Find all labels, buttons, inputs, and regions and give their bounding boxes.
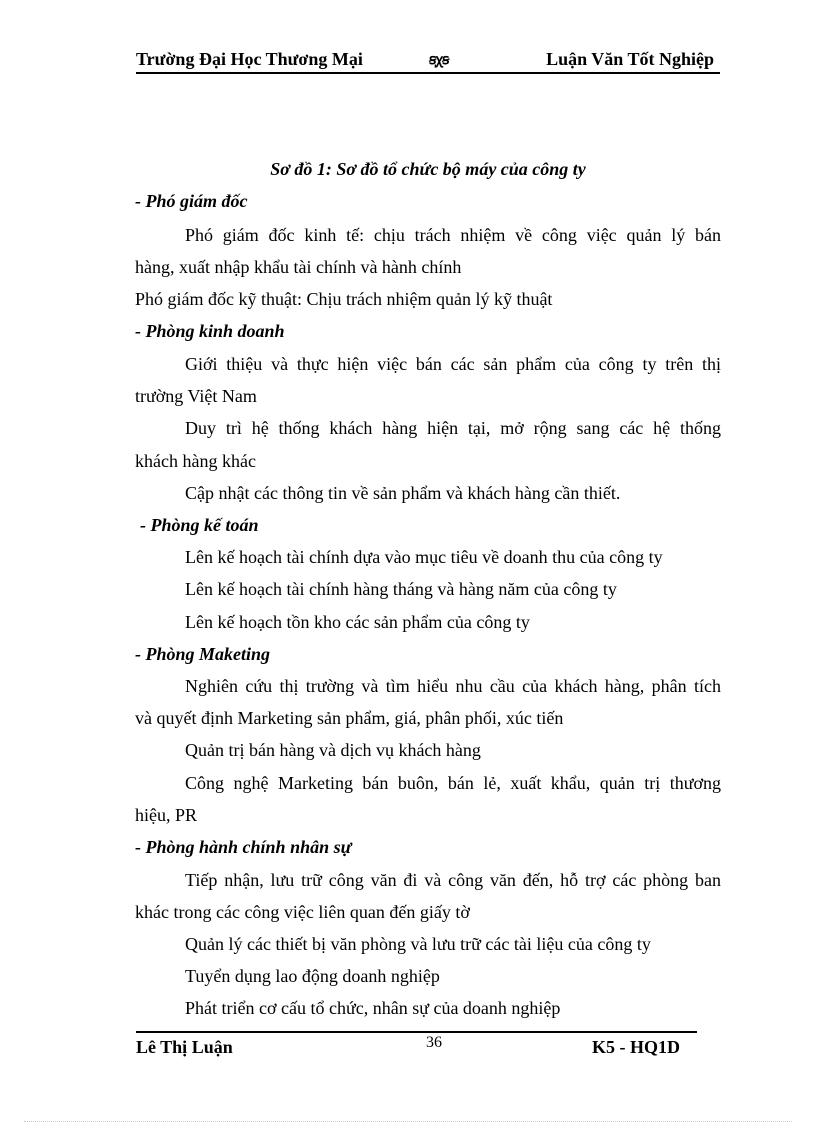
paragraph-line: Tiếp nhận, lưu trữ công văn đi và công văn đến, hỗ trợ các phòng ban: [185, 870, 721, 890]
header-school: Trường Đại Học Thương Mại: [136, 49, 363, 69]
section-heading-marketing: - Phòng Maketing: [135, 644, 271, 664]
paragraph-line: Quản lý các thiết bị văn phòng và lưu trữ các tài liệu của công ty: [185, 934, 651, 954]
paragraph-line: Lên kế hoạch tài chính dựa vào mục tiêu về doanh thu của công ty: [185, 547, 663, 567]
paragraph-line: Tuyển dụng lao động doanh nghiệp: [185, 966, 440, 986]
page-header: [136, 48, 720, 74]
header-thesis-label: Luận Văn Tốt Nghiệp: [546, 49, 714, 69]
diagram-title: Sơ đồ 1: Sơ đồ tổ chức bộ máy của công ty: [270, 159, 586, 179]
paragraph-line: Phó giám đốc kinh tế: chịu trách nhiệm về công việc quản lý bán: [185, 225, 721, 245]
paragraph-line: Phó giám đốc kỹ thuật: Chịu trách nhiệm quản lý kỹ thuật: [135, 289, 553, 309]
page-edge-dotted-line: [24, 1121, 792, 1122]
paragraph-line: Quản trị bán hàng và dịch vụ khách hàng: [185, 740, 481, 760]
header-ornament: ꞩꭕꞩ: [429, 53, 449, 68]
footer-class-code: K5 - HQ1D: [592, 1037, 680, 1057]
paragraph-line: khác trong các công việc liên quan đến giấy tờ: [135, 902, 470, 922]
paragraph-line: Lên kế hoạch tồn kho các sản phẩm của công ty: [185, 612, 530, 632]
paragraph-line: hàng, xuất nhập khẩu tài chính và hành chính: [135, 257, 462, 277]
section-heading-deputy-director: - Phó giám đốc: [135, 191, 248, 211]
section-heading-hr: - Phòng hành chính nhân sự: [135, 837, 352, 857]
section-heading-accounting: - Phòng kế toán: [140, 515, 259, 535]
paragraph-line: hiệu, PR: [135, 805, 198, 825]
paragraph-line: Duy trì hệ thống khách hàng hiện tại, mở rộng sang các hệ thống: [185, 418, 721, 438]
paragraph-line: Lên kế hoạch tài chính hàng tháng và hàng năm của công ty: [185, 579, 617, 599]
paragraph-line: Nghiên cứu thị trường và tìm hiểu nhu cầu của khách hàng, phân tích: [185, 676, 721, 696]
paragraph-line: Công nghệ Marketing bán buôn, bán lẻ, xuất khẩu, quản trị thương: [185, 773, 721, 793]
footer-divider: [136, 1031, 697, 1033]
section-heading-sales: - Phòng kinh doanh: [135, 321, 285, 341]
page-number: 36: [426, 1034, 442, 1051]
paragraph-line: trường Việt Nam: [135, 386, 257, 406]
paragraph-line: Giới thiệu và thực hiện việc bán các sản phẩm của công ty trên thị: [185, 354, 721, 374]
paragraph-line: Cập nhật các thông tin về sản phẩm và khách hàng cần thiết.: [185, 483, 621, 503]
footer-author: Lê Thị Luận: [136, 1037, 233, 1057]
paragraph-line: Phát triển cơ cấu tổ chức, nhân sự của doanh nghiệp: [185, 998, 561, 1018]
paragraph-line: khách hàng khác: [135, 451, 256, 471]
paragraph-line: và quyết định Marketing sản phẩm, giá, phân phối, xúc tiến: [135, 708, 564, 728]
